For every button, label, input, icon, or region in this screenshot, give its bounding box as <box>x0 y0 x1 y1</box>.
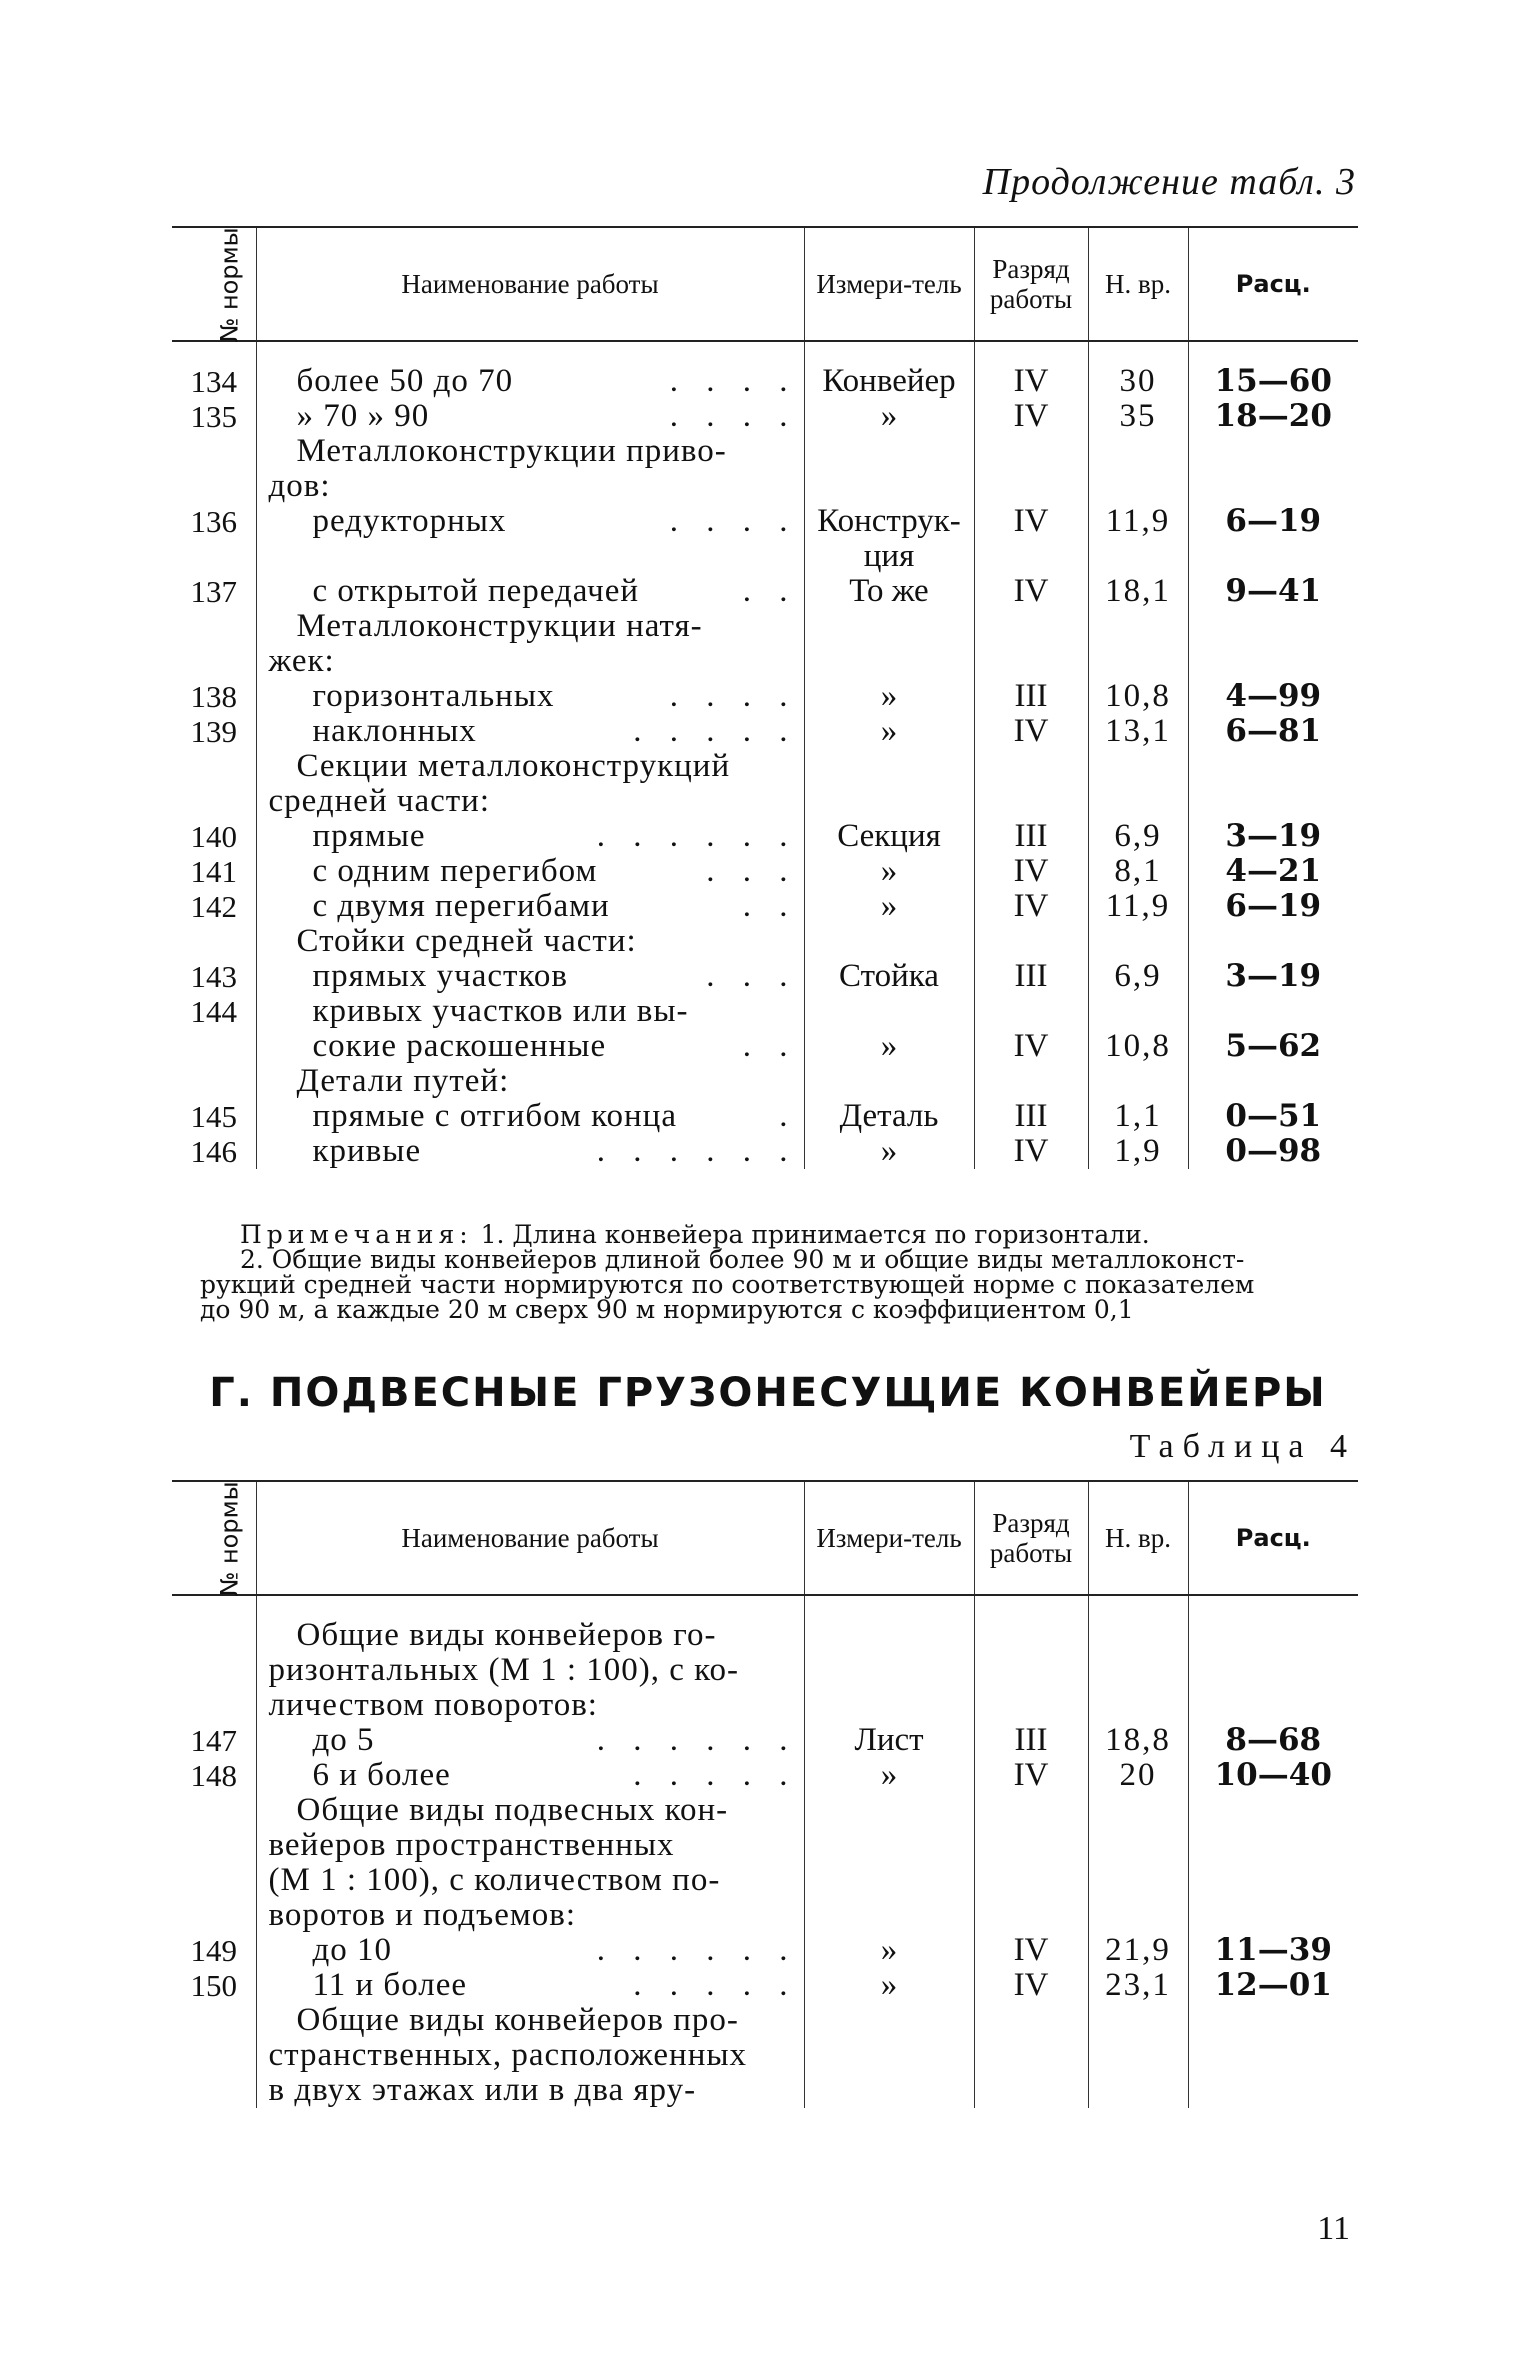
header-unit: Измери-тель <box>804 227 974 341</box>
work-name-cell: вейеров пространственных <box>256 1828 804 1863</box>
table-row <box>172 1898 1358 1933</box>
rank-cell: IV <box>974 399 1088 434</box>
rate-cell: 11—39 <box>1214 1932 1332 1968</box>
unit-cell: » <box>804 399 974 434</box>
table-row <box>172 539 1358 574</box>
rank-cell <box>974 1828 1088 1863</box>
table-4-caption: Таблица 4 <box>1129 1428 1356 1465</box>
note-2-line-3: до 90 м, а каждые 20 м сверх 90 м нормируются с коэффициентом 0,1 <box>200 1295 1134 1324</box>
header-norm-number: № нормы <box>172 1481 256 1595</box>
rank-cell: IV <box>974 1758 1088 1793</box>
unit-cell <box>804 1064 974 1099</box>
unit-cell: Лист <box>804 1723 974 1758</box>
hours-cell <box>1088 609 1188 644</box>
rate-cell: 0—98 <box>1225 1133 1322 1169</box>
rank-cell <box>974 749 1088 784</box>
hours-cell: 1,9 <box>1088 1134 1188 1169</box>
hours-cell <box>1088 2073 1188 2108</box>
work-name-cell: жек: <box>256 644 804 679</box>
norm-number-cell <box>172 469 256 504</box>
norm-number-cell: 150 <box>172 1968 256 2003</box>
table-row <box>172 959 1358 994</box>
rank-cell: IV <box>974 341 1088 399</box>
table-row <box>172 504 1358 539</box>
hours-cell <box>1088 994 1188 1029</box>
unit-cell <box>804 2038 974 2073</box>
hours-cell: 23,1 <box>1088 1968 1188 2003</box>
hours-cell: 20 <box>1088 1758 1188 1793</box>
hours-cell <box>1088 1828 1188 1863</box>
table-row <box>172 1863 1358 1898</box>
work-name-cell <box>256 539 804 574</box>
rate-cell <box>1188 609 1358 644</box>
header-norm-number: № нормы <box>172 227 256 341</box>
table-row <box>172 714 1358 749</box>
norm-number-cell <box>172 1793 256 1828</box>
work-name-cell: редукторных . . . . <box>256 504 804 539</box>
rate-cell: 18—20 <box>1214 398 1332 434</box>
hours-cell <box>1088 1793 1188 1828</box>
table-row <box>172 341 1358 399</box>
work-name-cell: Металлоконструкции приво- <box>256 434 804 469</box>
unit-cell: Конвейер <box>804 341 974 399</box>
unit-cell: Конструк- <box>804 504 974 539</box>
unit-cell <box>804 924 974 959</box>
norm-number-cell: 139 <box>172 714 256 749</box>
work-name-cell: личеством поворотов: <box>256 1688 804 1723</box>
table-row <box>172 1099 1358 1134</box>
work-name-cell: странственных, расположенных <box>256 2038 804 2073</box>
unit-cell <box>804 1595 974 1653</box>
unit-cell: » <box>804 1968 974 2003</box>
rate-cell <box>1188 644 1358 679</box>
rate-cell: 6—81 <box>1225 713 1322 749</box>
table-row <box>172 679 1358 714</box>
work-name-cell: горизонтальных . . . . <box>256 679 804 714</box>
rank-cell <box>974 994 1088 1029</box>
table-notes <box>200 1220 1360 1324</box>
rate-cell <box>1188 434 1358 469</box>
rank-cell <box>974 434 1088 469</box>
norm-number-cell: 149 <box>172 1933 256 1968</box>
hours-cell <box>1088 1595 1188 1653</box>
rate-cell: 9—41 <box>1225 573 1322 609</box>
hours-cell <box>1088 2038 1188 2073</box>
unit-cell <box>804 994 974 1029</box>
hours-cell: 21,9 <box>1088 1933 1188 1968</box>
work-name-cell: Стойки средней части: <box>256 924 804 959</box>
rate-cell: 3—19 <box>1225 818 1322 854</box>
table-row <box>172 1758 1358 1793</box>
hours-cell: 8,1 <box>1088 854 1188 889</box>
rank-cell <box>974 2003 1088 2038</box>
hours-cell <box>1088 2003 1188 2038</box>
hours-cell <box>1088 1863 1188 1898</box>
unit-cell <box>804 784 974 819</box>
work-name-cell: наклонных . . . . . <box>256 714 804 749</box>
table-4-body <box>172 1595 1358 2108</box>
hours-cell: 35 <box>1088 399 1188 434</box>
work-name-cell: Общие виды подвесных кон- <box>256 1793 804 1828</box>
work-name-cell: 11 и более . . . . . <box>256 1968 804 2003</box>
norm-number-cell: 134 <box>172 341 256 399</box>
rate-cell <box>1188 1595 1358 1653</box>
table-row <box>172 1064 1358 1099</box>
rank-cell: IV <box>974 714 1088 749</box>
rate-cell: 5—62 <box>1225 1028 1322 1064</box>
work-name-cell: средней части: <box>256 784 804 819</box>
unit-cell <box>804 609 974 644</box>
rate-cell: 12—01 <box>1214 1967 1332 2003</box>
hours-cell: 1,1 <box>1088 1099 1188 1134</box>
rate-cell <box>1188 1793 1358 1828</box>
hours-cell <box>1088 924 1188 959</box>
norm-number-cell <box>172 609 256 644</box>
work-name-cell: » 70 » 90 . . . . <box>256 399 804 434</box>
norm-number-cell <box>172 924 256 959</box>
norm-number-cell <box>172 749 256 784</box>
unit-cell <box>804 2003 974 2038</box>
rank-cell: IV <box>974 1968 1088 2003</box>
table-row <box>172 644 1358 679</box>
unit-cell <box>804 1688 974 1723</box>
rank-cell: IV <box>974 1933 1088 1968</box>
hours-cell <box>1088 1898 1188 1933</box>
rate-cell: 6—19 <box>1225 888 1322 924</box>
work-name-cell: прямые с отгибом конца . <box>256 1099 804 1134</box>
hours-cell <box>1088 1653 1188 1688</box>
norm-number-cell <box>172 644 256 679</box>
norm-number-cell: 143 <box>172 959 256 994</box>
work-name-cell: до 5 . . . . . . <box>256 1723 804 1758</box>
rank-cell <box>974 1863 1088 1898</box>
header-work-name: Наименование работы <box>256 227 804 341</box>
norm-number-cell <box>172 784 256 819</box>
hours-cell: 11,9 <box>1088 504 1188 539</box>
work-name-cell: Секции металлоконструкций <box>256 749 804 784</box>
header-hours: Н. вр. <box>1088 1481 1188 1595</box>
rank-cell <box>974 609 1088 644</box>
table-row <box>172 1828 1358 1863</box>
norm-number-cell: 138 <box>172 679 256 714</box>
norm-number-cell <box>172 2038 256 2073</box>
hours-cell: 30 <box>1088 341 1188 399</box>
table-row <box>172 1134 1358 1169</box>
work-name-cell: в двух этажах или в два яру- <box>256 2073 804 2108</box>
rank-cell <box>974 924 1088 959</box>
unit-cell <box>804 1653 974 1688</box>
norm-number-cell: 135 <box>172 399 256 434</box>
work-name-cell: Детали путей: <box>256 1064 804 1099</box>
rate-cell: 6—19 <box>1225 503 1322 539</box>
rate-cell <box>1188 1863 1358 1898</box>
table-row <box>172 1968 1358 2003</box>
work-name-cell: 6 и более . . . . . <box>256 1758 804 1793</box>
rate-cell <box>1188 994 1358 1029</box>
norm-number-cell: 147 <box>172 1723 256 1758</box>
rank-cell <box>974 1688 1088 1723</box>
rate-cell <box>1188 1688 1358 1723</box>
work-name-cell: сокие раскошенные . . <box>256 1029 804 1064</box>
unit-cell <box>804 2073 974 2108</box>
rank-cell <box>974 1064 1088 1099</box>
norm-number-cell: 141 <box>172 854 256 889</box>
hours-cell <box>1088 644 1188 679</box>
page-number: 11 <box>1317 2210 1350 2247</box>
work-name-cell: Металлоконструкции натя- <box>256 609 804 644</box>
unit-cell <box>804 1828 974 1863</box>
hours-cell <box>1088 539 1188 574</box>
table-row <box>172 1793 1358 1828</box>
table-row <box>172 994 1358 1029</box>
unit-cell: Секция <box>804 819 974 854</box>
rank-cell <box>974 1595 1088 1653</box>
rate-cell <box>1188 924 1358 959</box>
hours-cell: 18,8 <box>1088 1723 1188 1758</box>
section-title: Г. ПОДВЕСНЫЕ ГРУЗОНЕСУЩИЕ КОНВЕЙЕРЫ <box>209 1370 1327 1416</box>
header-rate: Расц. <box>1188 227 1358 341</box>
rank-cell: IV <box>974 574 1088 609</box>
note-2-line-2: рукций средней части нормируются по соответствующей норме с показателем <box>200 1270 1255 1299</box>
header-hours: Н. вр. <box>1088 227 1188 341</box>
hours-cell: 18,1 <box>1088 574 1188 609</box>
table-row <box>172 1595 1358 1653</box>
norm-number-cell <box>172 1863 256 1898</box>
rank-cell: III <box>974 1723 1088 1758</box>
rank-cell <box>974 469 1088 504</box>
hours-cell <box>1088 784 1188 819</box>
unit-cell: ция <box>804 539 974 574</box>
note-1: 1. Длина конвейера принимается по горизонтали. <box>480 1220 1150 1249</box>
rank-cell: III <box>974 1099 1088 1134</box>
work-name-cell: Общие виды конвейеров про- <box>256 2003 804 2038</box>
header-unit: Измери-тель <box>804 1481 974 1595</box>
notes-label: Примечания: <box>240 1220 473 1249</box>
norm-number-cell <box>172 2073 256 2108</box>
hours-cell: 10,8 <box>1088 1029 1188 1064</box>
continuation-title: Продолжение табл. 3 <box>982 161 1356 203</box>
norms-table-4 <box>172 1480 1358 2108</box>
work-name-cell: ризонтальных (М 1 : 100), с ко- <box>256 1653 804 1688</box>
rate-cell: 4—21 <box>1225 853 1322 889</box>
norm-number-cell <box>172 1595 256 1653</box>
rate-cell <box>1188 1064 1358 1099</box>
header-rank: Разряд работы <box>974 1481 1088 1595</box>
rate-cell <box>1188 2073 1358 2108</box>
norm-number-cell: 140 <box>172 819 256 854</box>
rate-cell: 4—99 <box>1225 678 1322 714</box>
norms-table-3 <box>172 226 1358 1169</box>
norm-number-cell: 144 <box>172 994 256 1029</box>
norm-number-cell <box>172 1828 256 1863</box>
rank-cell <box>974 644 1088 679</box>
rank-cell: III <box>974 679 1088 714</box>
norm-number-cell: 142 <box>172 889 256 924</box>
unit-cell <box>804 469 974 504</box>
norm-number-cell <box>172 434 256 469</box>
table-row <box>172 819 1358 854</box>
table-row <box>172 399 1358 434</box>
work-name-cell: прямых участков . . . <box>256 959 804 994</box>
work-name-cell: с открытой передачей . . <box>256 574 804 609</box>
table-row <box>172 1933 1358 1968</box>
unit-cell: Деталь <box>804 1099 974 1134</box>
header-rate: Расц. <box>1188 1481 1358 1595</box>
work-name-cell: с двумя перегибами . . <box>256 889 804 924</box>
rank-cell: III <box>974 959 1088 994</box>
rate-cell: 0—51 <box>1225 1098 1322 1134</box>
unit-cell: » <box>804 889 974 924</box>
norm-number-cell <box>172 1064 256 1099</box>
rate-cell <box>1188 2003 1358 2038</box>
table-row <box>172 574 1358 609</box>
hours-cell <box>1088 749 1188 784</box>
table-row <box>172 434 1358 469</box>
unit-cell: » <box>804 714 974 749</box>
unit-cell <box>804 644 974 679</box>
norm-number-cell <box>172 539 256 574</box>
norm-number-cell <box>172 1029 256 1064</box>
table-3-body <box>172 341 1358 1169</box>
hours-cell <box>1088 469 1188 504</box>
work-name-cell: с одним перегибом . . . <box>256 854 804 889</box>
table-row <box>172 889 1358 924</box>
norm-number-cell <box>172 1688 256 1723</box>
hours-cell <box>1088 1688 1188 1723</box>
unit-cell <box>804 1793 974 1828</box>
rank-cell <box>974 2073 1088 2108</box>
work-name-cell: воротов и подъемов: <box>256 1898 804 1933</box>
note-2: 2. Общие виды конвейеров длиной более 90 м и общие виды металлоконст- <box>240 1245 1245 1274</box>
rate-cell: 3—19 <box>1225 958 1322 994</box>
hours-cell: 11,9 <box>1088 889 1188 924</box>
table-row <box>172 1688 1358 1723</box>
norm-number-cell <box>172 1653 256 1688</box>
rate-cell: 10—40 <box>1214 1757 1332 1793</box>
header-rank: Разряд работы <box>974 227 1088 341</box>
unit-cell: » <box>804 1134 974 1169</box>
rank-cell: IV <box>974 889 1088 924</box>
rate-cell <box>1188 749 1358 784</box>
unit-cell: Стойка <box>804 959 974 994</box>
norm-number-cell: 148 <box>172 1758 256 1793</box>
hours-cell: 10,8 <box>1088 679 1188 714</box>
work-name-cell: кривые . . . . . . <box>256 1134 804 1169</box>
hours-cell: 6,9 <box>1088 959 1188 994</box>
rate-cell: 8—68 <box>1225 1722 1322 1758</box>
work-name-cell: до 10 . . . . . . <box>256 1933 804 1968</box>
norm-number-cell: 136 <box>172 504 256 539</box>
rate-cell <box>1188 1828 1358 1863</box>
rate-cell <box>1188 784 1358 819</box>
rate-cell: 15—60 <box>1214 363 1332 399</box>
hours-cell <box>1088 434 1188 469</box>
rate-cell <box>1188 1653 1358 1688</box>
norm-number-cell: 146 <box>172 1134 256 1169</box>
table-row <box>172 2038 1358 2073</box>
rank-cell <box>974 539 1088 574</box>
unit-cell: » <box>804 1029 974 1064</box>
unit-cell: » <box>804 1758 974 1793</box>
table-row <box>172 609 1358 644</box>
hours-cell: 13,1 <box>1088 714 1188 749</box>
rank-cell: IV <box>974 1029 1088 1064</box>
unit-cell <box>804 1863 974 1898</box>
rank-cell <box>974 784 1088 819</box>
work-name-cell: Общие виды конвейеров го- <box>256 1595 804 1653</box>
rate-cell <box>1188 539 1358 574</box>
table-row <box>172 1723 1358 1758</box>
norm-number-cell: 137 <box>172 574 256 609</box>
work-name-cell: более 50 до 70 . . . . <box>256 341 804 399</box>
table-row <box>172 749 1358 784</box>
table-row <box>172 784 1358 819</box>
unit-cell: » <box>804 679 974 714</box>
rank-cell <box>974 1898 1088 1933</box>
rank-cell: IV <box>974 504 1088 539</box>
unit-cell <box>804 749 974 784</box>
table-row <box>172 924 1358 959</box>
table-row <box>172 1029 1358 1064</box>
unit-cell: » <box>804 1933 974 1968</box>
hours-cell: 6,9 <box>1088 819 1188 854</box>
unit-cell: То же <box>804 574 974 609</box>
unit-cell <box>804 1898 974 1933</box>
work-name-cell: дов: <box>256 469 804 504</box>
rank-cell: IV <box>974 1134 1088 1169</box>
work-name-cell: кривых участков или вы- <box>256 994 804 1029</box>
table-row <box>172 854 1358 889</box>
rank-cell <box>974 1653 1088 1688</box>
norm-number-cell <box>172 2003 256 2038</box>
unit-cell <box>804 434 974 469</box>
work-name-cell: (М 1 : 100), с количеством по- <box>256 1863 804 1898</box>
norm-number-cell <box>172 1898 256 1933</box>
rank-cell: IV <box>974 854 1088 889</box>
norm-number-cell: 145 <box>172 1099 256 1134</box>
table-row <box>172 1653 1358 1688</box>
header-work-name: Наименование работы <box>256 1481 804 1595</box>
rank-cell <box>974 2038 1088 2073</box>
hours-cell <box>1088 1064 1188 1099</box>
rank-cell: III <box>974 819 1088 854</box>
work-name-cell: прямые . . . . . . <box>256 819 804 854</box>
table-row <box>172 2073 1358 2108</box>
rank-cell <box>974 1793 1088 1828</box>
table-row <box>172 469 1358 504</box>
rate-cell <box>1188 1898 1358 1933</box>
unit-cell: » <box>804 854 974 889</box>
rate-cell <box>1188 2038 1358 2073</box>
rate-cell <box>1188 469 1358 504</box>
table-row <box>172 2003 1358 2038</box>
